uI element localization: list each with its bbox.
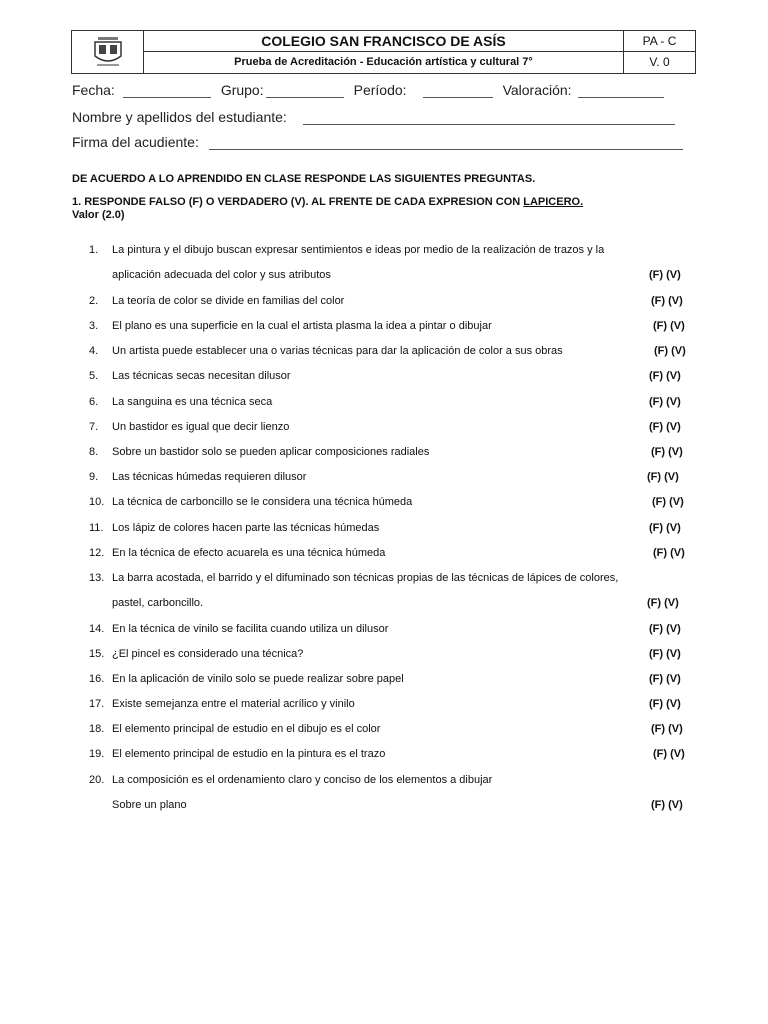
item-text: En la técnica de vinilo se facilita cuando utiliza un dilusor	[112, 623, 389, 635]
item-number: 2.	[89, 295, 99, 307]
item-number: 4.	[89, 345, 99, 357]
answer-marks[interactable]: (F) (V)	[651, 799, 683, 811]
answer-marks[interactable]: (F) (V)	[647, 471, 679, 483]
item-text: Existe semejanza entre el material acrílico y vinilo	[112, 698, 355, 710]
answer-marks[interactable]: (F) (V)	[652, 496, 684, 508]
item-number: 1.	[89, 244, 99, 256]
item-text: La pintura y el dibujo buscan expresar sentimientos e ideas por medio de la realización de trazos y la	[112, 244, 605, 256]
item-text: La técnica de carboncillo se le considera una técnica húmeda	[112, 496, 413, 508]
item-text: La teoría de color se divide en familias del color	[112, 295, 345, 307]
item-text-continued: Sobre un plano	[112, 799, 187, 811]
item-text: La barra acostada, el barrido y el difuminado son técnicas propias de las técnicas de lápices de colores,	[112, 572, 619, 584]
item-number: 19.	[89, 748, 105, 760]
item-number: 14.	[89, 623, 105, 635]
item-text: En la aplicación de vinilo solo se puede realizar sobre papel	[112, 673, 404, 685]
question-text: 1. RESPONDE FALSO (F) O VERDADERO (V). AL FRENTE DE CADA EXPRESION CON	[72, 196, 524, 208]
answer-marks[interactable]: (F) (V)	[649, 673, 681, 685]
question-title	[72, 196, 672, 222]
item-text: Sobre un bastidor solo se pueden aplicar composiciones radiales	[112, 446, 430, 458]
periodo-label: Período:	[353, 82, 407, 98]
grupo-label: Grupo:	[220, 82, 264, 98]
exam-title: Prueba de Acreditación - Educación artística y cultural 7°	[144, 52, 624, 73]
form-row-3	[72, 134, 683, 150]
answer-marks[interactable]: (F) (V)	[651, 295, 683, 307]
answer-marks[interactable]: (F) (V)	[649, 370, 681, 382]
answer-marks[interactable]: (F) (V)	[649, 421, 681, 433]
item-text: ¿El pincel es considerado una técnica?	[112, 648, 304, 660]
item-text: Un bastidor es igual que decir lienzo	[112, 421, 290, 433]
nombre-label: Nombre y apellidos del estudiante:	[72, 109, 287, 125]
valoracion-field[interactable]	[578, 85, 664, 98]
item-number: 20.	[89, 774, 105, 786]
document-header	[71, 30, 696, 74]
answer-marks[interactable]: (F) (V)	[649, 522, 681, 534]
school-crest-icon	[85, 34, 131, 70]
document-version: V. 0	[649, 55, 670, 69]
item-text: El plano es una superficie en la cual el artista plasma la idea a pintar o dibujar	[112, 320, 492, 332]
item-text: Las técnicas secas necesitan dilusor	[112, 370, 291, 382]
school-name: COLEGIO SAN FRANCISCO DE ASÍS	[144, 31, 624, 52]
fecha-label: Fecha:	[72, 82, 115, 98]
item-text: En la técnica de efecto acuarela es una técnica húmeda	[112, 547, 386, 559]
item-number: 5.	[89, 370, 99, 382]
answer-marks[interactable]: (F) (V)	[653, 320, 685, 332]
item-text: La composición es el ordenamiento claro y conciso de los elementos a dibujar	[112, 774, 493, 786]
item-text: El elemento principal de estudio en la pintura es el trazo	[112, 748, 386, 760]
item-number: 7.	[89, 421, 99, 433]
item-text: El elemento principal de estudio en el dibujo es el color	[112, 723, 381, 735]
item-text-continued: pastel, carboncillo.	[112, 597, 204, 609]
periodo-field[interactable]	[423, 85, 493, 98]
nombre-field[interactable]	[303, 112, 675, 125]
answer-marks[interactable]: (F) (V)	[651, 446, 683, 458]
item-number: 11.	[89, 522, 104, 534]
item-text-continued: aplicación adecuada del color y sus atributos	[112, 269, 331, 281]
item-number: 3.	[89, 320, 99, 332]
item-number: 16.	[89, 673, 105, 685]
item-number: 10.	[89, 496, 105, 508]
item-number: 15.	[89, 648, 105, 660]
answer-marks[interactable]: (F) (V)	[649, 269, 681, 281]
firma-label: Firma del acudiente:	[72, 134, 199, 150]
item-number: 8.	[89, 446, 99, 458]
valoracion-label: Valoración:	[502, 82, 572, 98]
question-underlined: LAPICERO.	[523, 196, 584, 208]
item-number: 18.	[89, 723, 105, 735]
document-code: PA - C	[624, 31, 695, 52]
item-number: 12.	[89, 547, 105, 559]
answer-marks[interactable]: (F) (V)	[649, 396, 681, 408]
fecha-field[interactable]	[123, 85, 211, 98]
answer-marks[interactable]: (F) (V)	[649, 698, 681, 710]
item-text: Los lápiz de colores hacen parte las técnicas húmedas	[112, 522, 380, 534]
firma-field[interactable]	[209, 137, 683, 150]
answer-marks[interactable]: (F) (V)	[654, 345, 686, 357]
answer-marks[interactable]: (F) (V)	[653, 547, 685, 559]
item-text: Un artista puede establecer una o varias técnicas para dar la aplicación de color a sus obras	[112, 345, 563, 357]
answer-marks[interactable]: (F) (V)	[651, 723, 683, 735]
answer-marks[interactable]: (F) (V)	[647, 597, 679, 609]
item-number: 13.	[89, 572, 105, 584]
instructions: DE ACUERDO A LO APRENDIDO EN CLASE RESPONDE LAS SIGUIENTES PREGUNTAS.	[72, 173, 536, 185]
item-number: 9.	[89, 471, 99, 483]
item-number: 17.	[89, 698, 105, 710]
answer-marks[interactable]: (F) (V)	[649, 648, 681, 660]
question-value: Valor (2.0)	[72, 209, 125, 221]
logo-cell	[72, 31, 144, 73]
grupo-field[interactable]	[266, 85, 344, 98]
form-row-2	[72, 109, 675, 125]
item-text: La sanguina es una técnica seca	[112, 396, 273, 408]
answer-marks[interactable]: (F) (V)	[653, 748, 685, 760]
form-row-1	[72, 82, 664, 98]
item-text: Las técnicas húmedas requieren dilusor	[112, 471, 307, 483]
item-number: 6.	[89, 396, 99, 408]
answer-marks[interactable]: (F) (V)	[649, 623, 681, 635]
